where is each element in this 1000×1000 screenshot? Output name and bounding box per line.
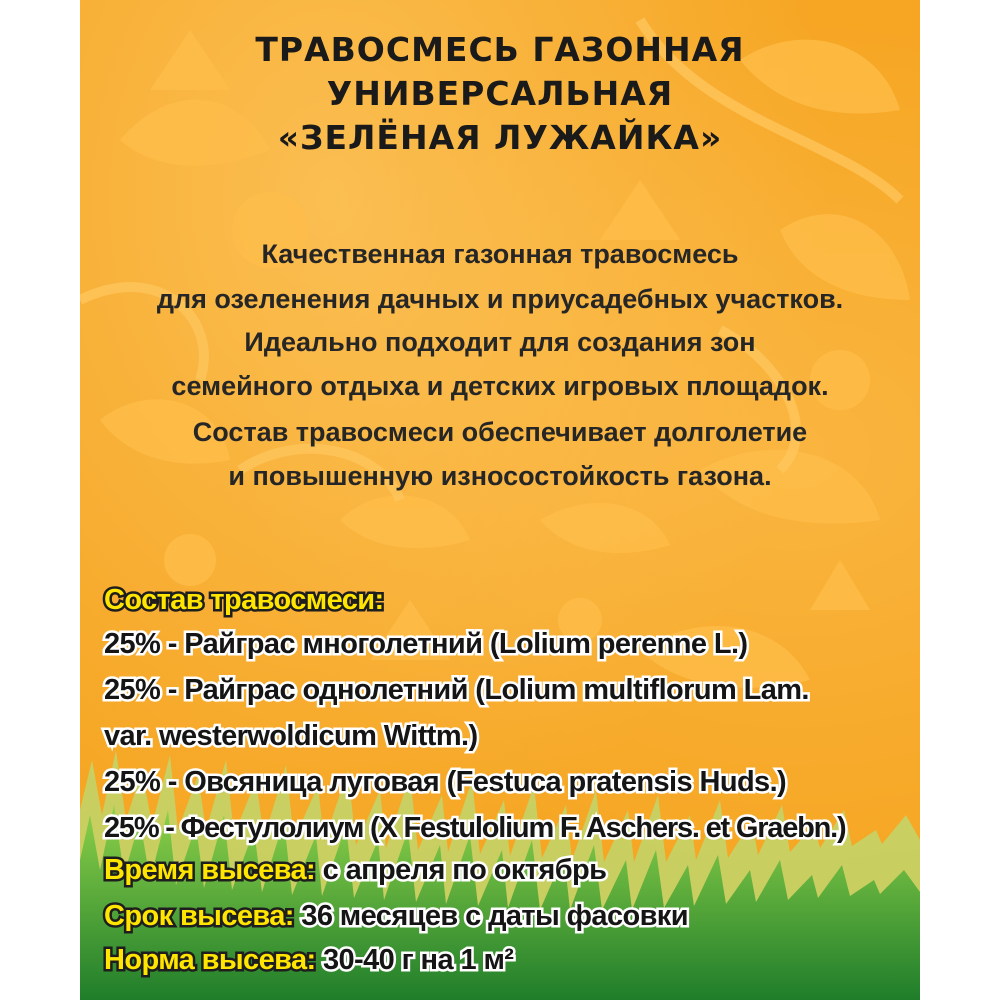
ornament-leaf bbox=[340, 495, 470, 548]
sowing-rate-label: Норма высева: bbox=[104, 944, 316, 976]
sowing-rate-value: 30-40 г на 1 м² bbox=[315, 944, 514, 976]
composition-heading: Состав травосмеси: bbox=[104, 584, 384, 616]
composition-item-2: 25% - Райграс однолетний (Lolium multiflorum Lam. bbox=[104, 674, 809, 706]
description-line-6: и повышенную износостойкость газона. bbox=[228, 461, 772, 491]
product-title-line-1: ТРАВОСМЕСЬ ГАЗОННАЯ bbox=[255, 30, 745, 69]
composition-item-2-continued: var. westerwoldicum Wittm.) bbox=[104, 720, 478, 752]
composition-item-4: 25% - Фестулолиум (X Festulolium F. Aschers. et Graebn.) bbox=[104, 812, 846, 844]
composition-item-3: 25% - Овсяница луговая (Festuca pratensis Huds.) bbox=[104, 766, 787, 798]
sowing-time-value: с апреля по октябрь bbox=[315, 854, 607, 886]
sowing-time-row bbox=[104, 848, 914, 892]
product-title-line-3: «ЗЕЛЁНАЯ ЛУЖАЙКА» bbox=[277, 118, 723, 157]
description-line-5: Состав травосмеси обеспечивает долголетие bbox=[192, 417, 808, 447]
composition-item-1: 25% - Райграс многолетний (Lolium perenne L.) bbox=[104, 628, 748, 660]
description-line-4: семейного отдыха и детских игровых площадок. bbox=[171, 371, 829, 401]
ornament-triangle bbox=[600, 180, 680, 240]
sowing-rate-row bbox=[104, 938, 914, 982]
ornament-leaf bbox=[540, 503, 670, 553]
sowing-period-row bbox=[104, 894, 914, 938]
label-panel bbox=[80, 0, 920, 1000]
description-line-3: Идеально подходит для создания зон bbox=[244, 327, 756, 357]
sowing-period-value: 36 месяцев с даты фасовки bbox=[293, 900, 688, 932]
description-line-1: Качественная газонная травосмесь bbox=[261, 239, 739, 269]
product-title-line-2: УНИВЕРСАЛЬНАЯ bbox=[326, 74, 674, 113]
description-line-2: для озеленения дачных и приусадебных участков. bbox=[156, 284, 844, 314]
sowing-time-label: Время высева: bbox=[104, 854, 316, 886]
sowing-period-label: Срок высева: bbox=[104, 900, 294, 932]
